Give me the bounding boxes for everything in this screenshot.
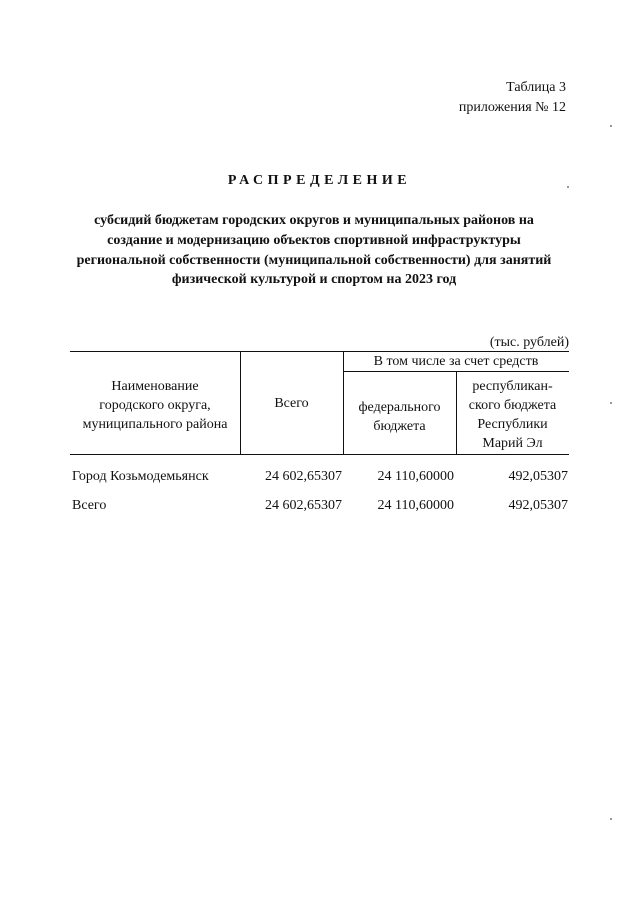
column-group-header: В том числе за счет средств: [373, 354, 539, 369]
table-number: Таблица 3: [506, 80, 566, 95]
units-label: (тыс. рублей): [489, 335, 569, 350]
row-total: 24 602,65307: [265, 469, 342, 484]
column-header-name-line: городского округа,: [99, 398, 211, 413]
scan-mark: [567, 186, 569, 188]
row-republic: 492,05307: [508, 498, 568, 513]
row-name: Город Козьмодемьянск: [72, 469, 209, 484]
appendix-number: приложения № 12: [458, 100, 566, 115]
column-header-republic-line: республикан-: [472, 379, 553, 394]
column-header-total: Всего: [274, 396, 309, 411]
column-header-federal-line: бюджета: [373, 419, 426, 434]
scan-mark: [610, 818, 612, 820]
column-header-republic: [456, 377, 569, 453]
scan-mark: [610, 125, 612, 127]
column-header-name: [70, 377, 240, 434]
subtitle-line-4: физической культурой и спортом на 2023 год: [171, 272, 457, 287]
subtitle-line-2: создание и модернизацию объектов спортивной инфраструктуры: [107, 233, 521, 248]
row-republic: 492,05307: [508, 469, 568, 484]
row-federal: 24 110,60000: [377, 498, 454, 513]
subtitle-line-3: региональной собственности (муниципальной собственности) для занятий: [76, 253, 552, 268]
column-header-republic-line: Республики: [477, 417, 548, 432]
table-header-bottom-rule: [70, 454, 569, 455]
row-federal: 24 110,60000: [377, 469, 454, 484]
column-header-republic-line: Марий Эл: [482, 436, 543, 451]
subtitle-line-1: субсидий бюджетам городских округов и муниципальных районов на: [94, 213, 534, 228]
column-header-federal: [343, 398, 456, 436]
document-heading: РАСПРЕДЕЛЕНИЕ: [227, 173, 412, 188]
column-header-name-line: Наименование: [111, 379, 199, 394]
column-header-name-line: муниципального района: [82, 417, 228, 432]
row-name: Всего: [72, 498, 107, 513]
row-total: 24 602,65307: [265, 498, 342, 513]
column-header-republic-line: ского бюджета: [468, 398, 557, 413]
column-header-federal-line: федерального: [358, 400, 441, 415]
scan-mark: [610, 402, 612, 404]
